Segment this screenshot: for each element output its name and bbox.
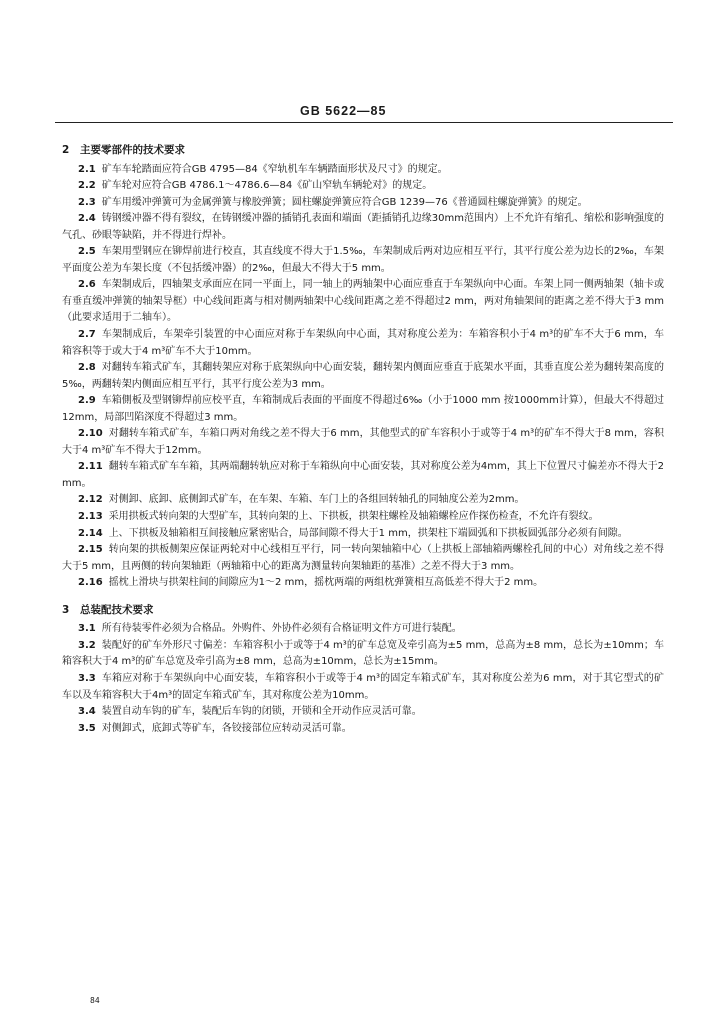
clause-2-12 [62, 492, 664, 509]
clause-number: 3.2 [78, 639, 96, 651]
section-number: 2 [62, 144, 70, 156]
page-number: 84 [90, 996, 100, 1005]
clause-text: 车箱应对称于车架纵向中心面安装，车箱容积小于或等于4 m³的固定车箱式矿车，其对称度公差为6 mm，对于其它型式的矿车以及车箱容积大于4m³的固定车箱式矿车，其对称度公差为10mm。 [62, 672, 664, 701]
clause-2-13 [62, 509, 664, 526]
clause-3-5 [62, 721, 664, 738]
clause-text: 对翻转车箱式矿车，其翻转架应对称于底架纵向中心面安装，翻转架内侧面应垂直于底架水平面，其垂直度公差为翻转架高度的5‰，两翻转架内侧面应相互平行，其平行度公差为3 mm。 [62, 362, 664, 390]
clause-2-16 [62, 575, 664, 592]
clause-text: 对侧卸、底卸、底侧卸式矿车，在车架、车箱、车门上的各组回转轴孔的同轴度公差为2mm。 [108, 494, 525, 506]
clause-text: 对翻转车箱式矿车，车箱口两对角线之差不得大于6 mm，其他型式的矿车容积小于或等于4 m³的矿车不得大于8 mm，容积大于4 m³矿车不得大于12mm。 [62, 428, 664, 456]
section-2 [62, 142, 664, 592]
section-number: 3 [62, 603, 70, 616]
section-gap [62, 592, 664, 602]
section-title: 总装配技术要求 [80, 603, 154, 616]
clause-2-9 [62, 393, 664, 426]
clause-text: 采用拱板式转向架的大型矿车，其转向架的上、下拱板，拱架柱螺栓及轴箱螺栓应作探伤检查，不允许有裂纹。 [108, 511, 599, 523]
clause-2-8 [62, 360, 664, 393]
clause-number: 2.7 [78, 329, 96, 341]
clause-number: 2.9 [78, 395, 96, 407]
clause-text: 转向架的拱板侧架应保证两轮对中心线相互平行，同一转向架轴箱中心（上拱板上部轴箱两螺栓孔间的中心）对角线之差不得大于5 mm，且两侧的转向架轴距（两轴箱中心的距离为测量转向架轴距的基准）之差不得大于3 mm。 [62, 544, 664, 572]
section-3 [62, 602, 664, 737]
clause-number: 2.2 [78, 180, 96, 192]
clause-number: 2.15 [78, 544, 103, 556]
clause-3-2 [62, 638, 664, 671]
clause-number: 2.12 [78, 494, 103, 506]
clause-text: 装配好的矿车外形尺寸偏差：车箱容积小于或等于4 m³的矿车总宽及牵引高为±5 mm，总高为±8 mm，总长为±10mm；车箱容积大于4 m³的矿车总宽及牵引高为±8 mm，总高为±10mm，总长为±15mm。 [62, 639, 664, 668]
clause-text: 车箱側板及型钢铆焊前应校平直，车箱制成后表面的平面度不得超过6‰（小于1000 mm 按1000mm计算），但最大不得超过12mm，局部凹陷深度不得超过3 mm。 [62, 395, 664, 423]
clause-number: 3.1 [78, 623, 96, 635]
clause-2-4 [62, 211, 664, 244]
clause-number: 3.3 [78, 672, 96, 684]
clause-text: 车架制成后，四轴架支承面应在同一平面上，同一轴上的两轴架中心面应垂直于车架纵向中心面。车架上同一侧两轴架（轴卡或有垂直缓冲弹簧的轴架导框）中心线间距离与相对侧两轴架中心线间距离之差不得超过2 mm，两对角轴架间的距离之差不得大于3 mm（此要求适用于二轴车）。 [62, 279, 664, 324]
clause-text: 所有待装零件必须为合格品。外购件、外协件必须有合格证明文件方可进行装配。 [101, 623, 462, 635]
clause-2-5 [62, 244, 664, 277]
clause-number: 3.4 [78, 706, 96, 718]
clause-2-11 [62, 459, 664, 492]
clause-number: 3.5 [78, 722, 96, 734]
clause-number: 2.14 [78, 527, 103, 539]
clause-2-1 [62, 162, 664, 179]
clause-text: 车架制成后，车架牵引装置的中心面应对称于车架纵向中心面，其对称度公差为：车箱容积小于4 m³的矿车不大于6 mm，车箱容积等于或大于4 m³矿车不大于10mm。 [62, 329, 664, 357]
clause-number: 2.8 [78, 362, 96, 374]
clause-number: 2.3 [78, 196, 96, 208]
clause-text: 对侧卸式，底卸式等矿车，各铰接部位应转动灵活可靠。 [101, 722, 352, 734]
clause-number: 2.11 [78, 461, 103, 473]
clause-text: 上、下拱板及轴箱相互间接触应紧密贴合，局部间隙不得大于1 mm，拱架柱下端圆弧和下拱板圆弧部分必须有间隙。 [108, 527, 628, 539]
clause-text: 摇枕上滑块与拱架柱间的间隙应为1～2 mm，摇枕两端的两组枕弹簧相互高低差不得大于2 mm。 [108, 577, 544, 589]
clause-text: 铸钢缓冲器不得有裂纹，在铸钢缓冲器的插销孔表面和端面（距插销孔边缘30mm范围内）上不允许有缩孔、缩松和影响强度的气孔、砂眼等缺陷，并不得进行焊补。 [62, 213, 664, 241]
clause-text: 矿车车轮踏面应符合GB 4795—84《窄轨机车车辆踏面形状及尺寸》的规定。 [101, 163, 448, 175]
clause-text: 矿车轮对应符合GB 4786.1～4786.6—84《矿山窄轨车辆轮对》的规定。 [101, 180, 433, 192]
clause-number: 2.16 [78, 577, 103, 589]
clause-2-15 [62, 542, 664, 575]
clause-number: 2.13 [78, 511, 103, 523]
clause-2-2 [62, 178, 664, 195]
clause-2-3 [62, 195, 664, 212]
clause-text: 翻转车箱式矿车车箱，其两端翻转轨应对称于车箱纵向中心面安装，其对称度公差为4mm，其上下位置尺寸偏差亦不得大于2 mm。 [62, 461, 664, 489]
clause-2-14 [62, 526, 664, 543]
clause-3-4 [62, 704, 664, 721]
clause-number: 2.4 [78, 213, 96, 225]
standard-number-header: GB 5622—85 [300, 104, 387, 118]
clause-number: 2.5 [78, 246, 96, 258]
clause-2-6 [62, 277, 664, 327]
clause-text: 装置自动车钩的矿车，装配后车钩的闭锁，开锁和全开动作应灵活可靠。 [101, 706, 422, 718]
document-body [62, 142, 664, 737]
section-heading [62, 602, 664, 619]
clause-2-10 [62, 426, 664, 459]
header-rule [55, 122, 673, 123]
clause-number: 2.6 [78, 279, 96, 291]
section-title: 主要零部件的技术要求 [80, 144, 185, 156]
section-heading [62, 142, 664, 159]
clause-text: 车架用型钢应在铆焊前进行校直，其直线度不得大于1.5‰，车架制成后两对边应相互平行，其平行度公差为边长的2‰，车架平面度公差为车架长度（不包括缓冲器）的2‰，但最大不得大于5 mm。 [62, 246, 664, 274]
clause-text: 矿车用缓冲弹簧可为金属弹簧与橡胶弹簧；圆柱螺旋弹簧应符合GB 1239—76《普通圆柱螺旋弹簧》的规定。 [101, 196, 588, 208]
clause-number: 2.10 [78, 428, 103, 440]
clause-3-1 [62, 621, 664, 638]
clause-2-7 [62, 327, 664, 360]
clause-3-3 [62, 671, 664, 704]
clause-number: 2.1 [78, 163, 96, 175]
